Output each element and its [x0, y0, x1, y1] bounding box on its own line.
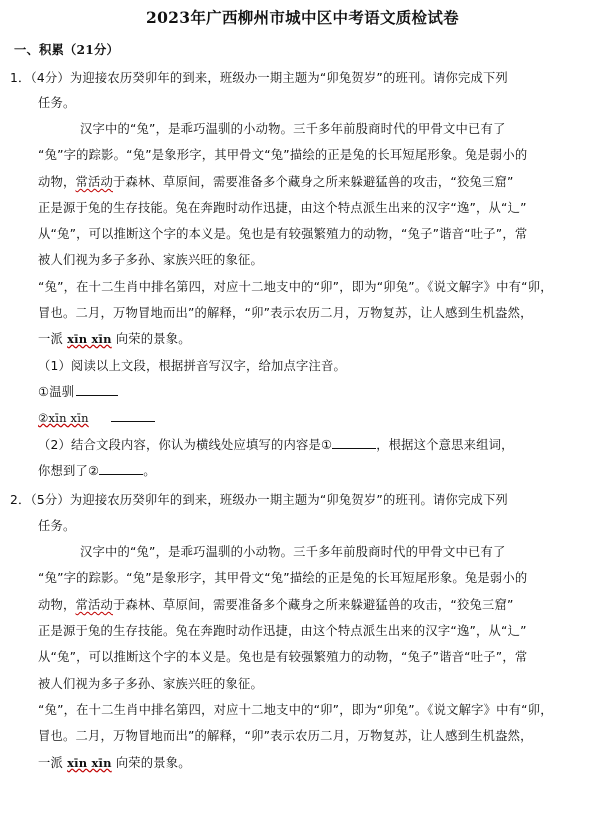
q2-passage-line: “兔”字的踪影。“兔”是象形字，其甲骨文“兔”描绘的正是兔的长耳短尾形象。兔是弱小的 — [38, 571, 528, 585]
q1-subquestion-2-line2 — [38, 463, 156, 479]
q1-answer-row-a — [38, 384, 118, 400]
q2-stem — [10, 492, 508, 508]
q2-passage-line — [38, 755, 191, 771]
q2-passage-line: 冒也。二月，万物冒地而出”的解释，“卯”表示农历二月，万物复苏，让人感到生机盎然， — [38, 729, 533, 743]
q2-text: 于森林、草原间，需要准备多个藏身之所来躲避猛兽的攻击，“狡兔三窟” — [113, 598, 514, 612]
q2-number: 2． — [10, 493, 31, 507]
q1-passage-line — [38, 331, 191, 347]
q2-stem-line2: 任务。 — [38, 519, 76, 533]
q1-stem — [10, 70, 508, 86]
answer-blank[interactable] — [332, 437, 376, 449]
q2-text: 动物， — [38, 598, 76, 612]
q2-passage-line: 被人们视为多子多孙、家族兴旺的象征。 — [38, 677, 263, 691]
q1-passage-line: 汉字中的“兔”，是乖巧温驯的小动物。三千多年前殷商时代的甲骨文中已有了 — [80, 122, 506, 136]
q2-passage-line: 正是源于兔的生存技能。兔在奔跑时动作迅捷，由这个特点派生出来的汉字“逸”，从“辶” — [38, 624, 527, 638]
q1-subquestion-1: （1）阅读以上文段，根据拼音写汉字，给加点字注音。 — [38, 359, 346, 373]
q2-passage-line: 从“兔”，可以推断这个字的本义是。兔也是有较强繁殖力的动物，“兔子”谐音“吐子”，常 — [38, 650, 528, 664]
q2-passage-line: 汉字中的“兔”，是乖巧温驯的小动物。三千多年前殷商时代的甲骨文中已有了 — [80, 545, 506, 559]
q1-passage-line: 被人们视为多子多孙、家族兴旺的象征。 — [38, 253, 263, 267]
q1-sub2-text: ，根据这个意思来组词， — [376, 438, 514, 452]
q2-text: 一派 — [38, 756, 68, 770]
q1-sub2-text: （2）结合文段内容，你认为横线处应填写的内容是① — [38, 438, 333, 452]
q1-passage-line: “兔”字的踪影。“兔”是象形字，其甲骨文“兔”描绘的正是兔的长耳短尾形象。兔是弱小的 — [38, 148, 528, 162]
q2-text: 向荣的景象。 — [111, 756, 191, 770]
q1-passage-line: 正是源于兔的生存技能。兔在奔跑时动作迅捷，由这个特点派生出来的汉字“逸”，从“辶” — [38, 201, 527, 215]
q1-marked-word: 常活动 — [75, 175, 113, 189]
q1-passage-line: 从“兔”，可以推断这个字的本义是。兔也是有较强繁殖力的动物，“兔子”谐音“吐子”，常 — [38, 227, 528, 241]
q1-text: 一派 — [38, 332, 68, 346]
q1-passage-line — [38, 174, 514, 190]
exam-title: 2023年广西柳州市城中区中考语文质检试卷 — [146, 8, 459, 27]
pinyin-word: xīn xīn — [67, 756, 112, 770]
pinyin-word: ②xīn xīn — [38, 411, 89, 425]
q1-passage-line: “兔”，在十二生肖中排名第四，对应十二地支中的“卯”，即为“卯兔”。《说文解字》中有“卯， — [38, 280, 553, 294]
answer-blank[interactable] — [111, 410, 155, 422]
section-heading: 一、积累（21分） — [14, 42, 119, 57]
q2-passage-line — [38, 597, 514, 613]
q1-passage-line: 冒也。二月，万物冒地而出”的解释，“卯”表示农历二月，万物复苏，让人感到生机盎然， — [38, 306, 533, 320]
answer-blank[interactable] — [99, 463, 143, 475]
q1-text: 动物， — [38, 175, 76, 189]
answer-blank[interactable] — [76, 384, 118, 396]
q1-sub1-label: ①温驯 — [38, 385, 75, 399]
q1-text: 于森林、草原间，需要准备多个藏身之所来躲避猛兽的攻击，“狡兔三窟” — [113, 175, 514, 189]
q1-sub2-text: 你想到了② — [38, 464, 100, 478]
q2-marked-word: 常活动 — [75, 598, 113, 612]
q1-text: 向荣的景象。 — [111, 332, 191, 346]
q1-number: 1． — [10, 71, 31, 85]
q2-stem-text: （5分）为迎接农历癸卯年的到来，班级办一期主题为“卯兔贺岁”的班刊。请你完成下列 — [30, 493, 508, 507]
q1-subquestion-2 — [38, 437, 514, 453]
q1-stem-text: （4分）为迎接农历癸卯年的到来，班级办一期主题为“卯兔贺岁”的班刊。请你完成下列 — [30, 71, 508, 85]
q1-sub2-text: 。 — [143, 464, 156, 478]
q2-passage-line: “兔”，在十二生肖中排名第四，对应十二地支中的“卯”，即为“卯兔”。《说文解字》中有“卯， — [38, 703, 553, 717]
q1-answer-row-b — [38, 410, 155, 426]
q1-stem-line2: 任务。 — [38, 96, 76, 110]
pinyin-word: xīn xīn — [67, 332, 112, 346]
